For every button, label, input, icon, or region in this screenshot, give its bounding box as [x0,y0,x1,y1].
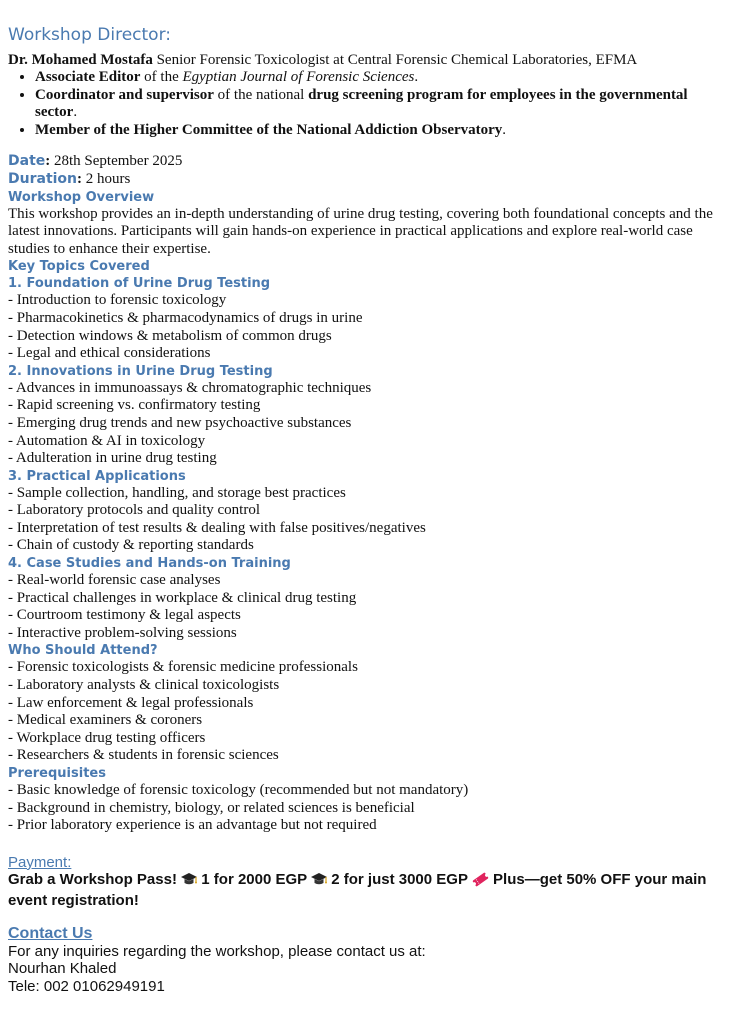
topic-item: - Advances in immunoassays & chromatographic techniques [8,379,372,396]
payment-part: 1 for 2000 EGP [197,870,312,888]
payment-part: Plus—get 50% OFF your main event registration! [8,870,707,909]
role-bold: drug screening program for employees in the governmental sector [35,86,688,121]
topic-section-title: 1. Foundation of Urine Drug Testing [8,276,271,292]
topic-item: - Practical challenges in workplace & clinical drug testing [8,589,357,606]
prereq-item: - Prior laboratory experience is an advantage but not required [8,817,377,834]
contact-name: Nourhan Khaled [8,960,117,978]
date-colon: : [45,153,51,170]
role-text: of the national [213,86,309,103]
topic-item: - Adulteration in urine drug testing [8,450,217,467]
overview-heading: Workshop Overview [8,189,155,205]
topic-item: - Interpretation of test results & dealing with false positives/negatives [8,519,426,536]
topic-item: - Pharmacokinetics & pharmacodynamics of drugs in urine [8,309,363,326]
prereq-item: - Background in chemistry, biology, or related sciences is beneficial [8,799,415,816]
role-tail: . [414,69,419,85]
director-title: Senior Forensic Toxicologist at Central Forensic Chemical Laboratories, EFMA [152,52,638,68]
contact-us-link[interactable]: Contact Us [8,924,93,942]
topic-item: - Rapid screening vs. confirmatory testing [8,397,261,414]
payment-text [8,871,723,910]
role-item [35,87,723,122]
date-line [8,153,723,171]
role-bold: Associate Editor [35,69,141,85]
topic-section-title: 4. Case Studies and Hands-on Training [8,556,291,572]
topic-item: - Automation & AI in toxicology [8,432,206,449]
duration-label: Duration [8,170,78,187]
director-line [8,51,723,69]
topic-item: - Sample collection, handling, and storage best practices [8,484,346,501]
attend-item: - Workplace drug testing officers [8,729,206,746]
topic-item: - Emerging drug trends and new psychoactive substances [8,414,352,431]
attend-heading: Who Should Attend? [8,643,158,659]
duration-colon: : [77,170,83,187]
payment-label: Payment: [8,853,72,871]
contact-intro: For any inquiries regarding the workshop, please contact us at: [8,942,426,960]
attend-item: - Forensic toxicologists & forensic medicine professionals [8,659,358,676]
role-item [35,122,723,140]
prereq-item: - Basic knowledge of forensic toxicology (recommended but not mandatory) [8,782,469,798]
contact-phone: Tele: 002 01062949191 [8,977,165,995]
duration-value: 2 hours [82,170,131,187]
role-bold: Coordinator and supervisor [35,86,214,103]
date-label: Date [8,153,46,170]
topic-item: - Detection windows & metabolism of common drugs [8,327,332,344]
ticket-icon [472,872,489,892]
topic-section-title: 3. Practical Applications [8,468,186,484]
role-tail: . [73,104,78,121]
role-italic: Egyptian Journal of Forensic Sciences [182,69,415,85]
topic-item: - Laboratory protocols and quality control [8,502,261,519]
topic-item: - Courtroom testimony & legal aspects [8,607,241,624]
attend-item: - Law enforcement & legal professionals [8,694,254,711]
topic-section-title: 2. Innovations in Urine Drug Testing [8,363,273,379]
director-heading: Workshop Director: [8,25,171,45]
topic-item: - Introduction to forensic toxicology [8,292,227,309]
graduation-cap-icon [311,872,327,892]
role-tail: . [502,121,507,138]
role-text: of the [140,69,183,85]
topic-item: - Chain of custody & reporting standards [8,537,254,554]
director-name: Dr. Mohamed Mostafa [8,52,153,68]
topic-item: - Interactive problem-solving sessions [8,624,237,641]
attend-item: - Researchers & students in forensic sciences [8,747,279,764]
topics-heading: Key Topics Covered [8,259,150,275]
attend-item: - Medical examiners & coroners [8,712,203,729]
topic-item: - Real-world forensic case analyses [8,572,221,589]
topic-item: - Legal and ethical considerations [8,345,211,362]
payment-part: Grab a Workshop Pass! [8,870,182,888]
role-bold: Member of the Higher Committee of the National Addiction Observatory [35,121,503,138]
overview-text: This workshop provides an in-depth understanding of urine drug testing, covering both foundational concepts and the latest innovations. Participants will gain hands-on experience in practical applications and explore real-world case studies to enhance their expertise. [8,205,713,257]
duration-line [8,171,723,189]
graduation-cap-icon [181,872,197,892]
prereq-heading: Prerequisites [8,766,106,781]
attend-item: - Laboratory analysts & clinical toxicologists [8,677,280,694]
date-value: 28th September 2025 [50,153,183,170]
role-item [35,69,723,87]
payment-part: 2 for just 3000 EGP [327,870,472,888]
director-roles-list [8,69,723,139]
